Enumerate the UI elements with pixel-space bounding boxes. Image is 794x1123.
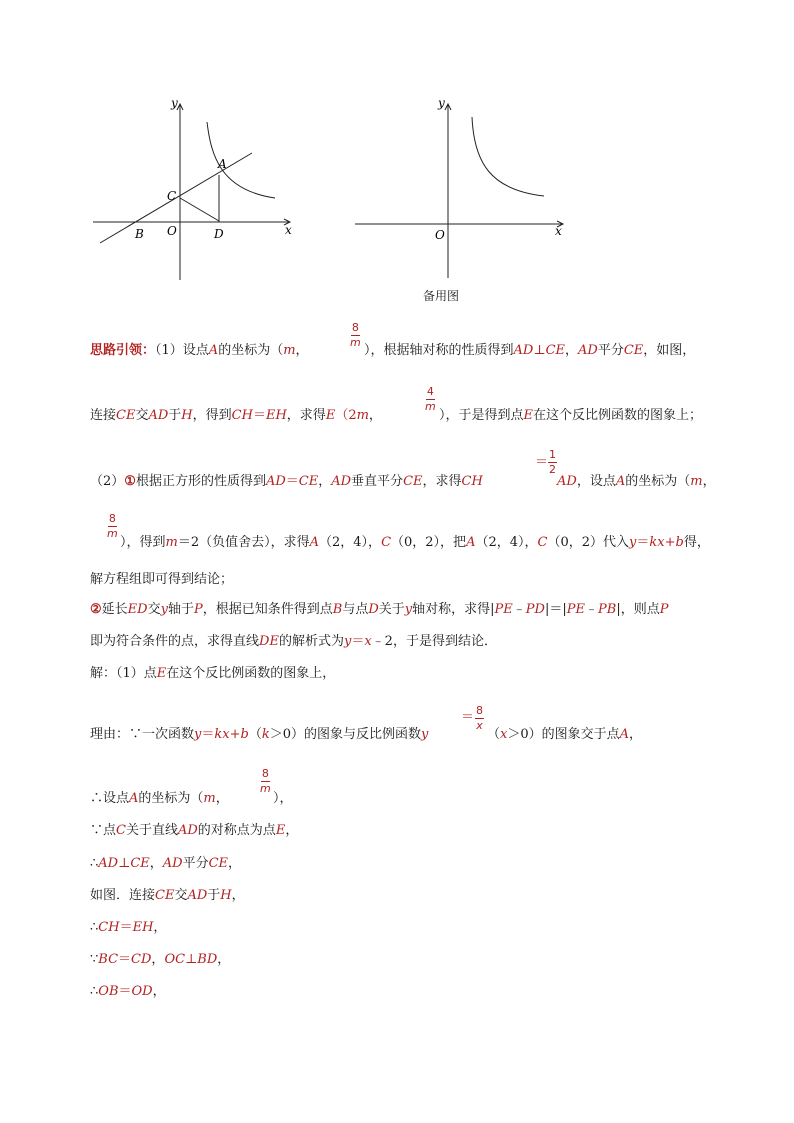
figure-2	[350, 92, 575, 284]
t: +	[664, 535, 676, 550]
t: AD	[513, 343, 534, 358]
fraction-8-over-x	[475, 705, 484, 732]
t: ∴设点	[90, 791, 130, 806]
line-12	[90, 856, 241, 872]
line-2	[90, 408, 382, 424]
line-13	[90, 888, 245, 904]
label-c: C	[167, 189, 177, 203]
t: 交	[147, 602, 161, 617]
t: b	[240, 727, 249, 742]
numerator: 8	[108, 512, 116, 525]
t: 连接	[90, 408, 117, 423]
t: ，	[285, 823, 299, 838]
line-15	[90, 952, 230, 968]
t: H	[220, 888, 232, 903]
t: ﹣	[584, 602, 598, 617]
t: b	[675, 535, 684, 550]
t: ，求得	[422, 474, 462, 489]
t: PB	[598, 602, 617, 617]
label-a: A	[218, 157, 227, 171]
t: （2，4），	[319, 535, 382, 550]
t: A	[466, 535, 476, 550]
denominator: m	[260, 782, 271, 795]
t: 在这个反比例函数的图象上；	[533, 408, 703, 423]
fraction-8-over-m-3	[260, 768, 271, 795]
fraction-8-over-m	[350, 322, 361, 349]
t: ，	[629, 727, 643, 742]
fraction-1-over-2	[548, 449, 557, 476]
t: 轴于	[167, 602, 194, 617]
t: ，	[149, 856, 163, 871]
t: ，	[217, 952, 231, 967]
t: P	[659, 602, 669, 617]
numerator: 8	[261, 767, 269, 780]
t: ，根据已知条件得到点	[202, 602, 333, 617]
line-7	[90, 634, 497, 650]
denominator: m	[107, 527, 118, 540]
t: A	[619, 727, 630, 742]
figure-caption: 备用图	[423, 289, 460, 303]
t: A	[309, 535, 320, 550]
t: A	[129, 791, 139, 806]
segment-cd	[180, 198, 219, 221]
numerator: 4	[426, 385, 434, 398]
t: ，得到	[192, 408, 232, 423]
t: E	[156, 666, 167, 681]
t: 的对称点为点	[197, 823, 276, 838]
t: A	[615, 474, 626, 489]
t: C	[381, 535, 392, 550]
t: ＝	[118, 984, 132, 999]
t: CE	[155, 888, 175, 903]
t: AD	[265, 474, 286, 489]
t: ⊥	[185, 952, 198, 967]
denominator: m	[350, 336, 361, 349]
t: E	[325, 408, 336, 423]
t: 关于	[378, 602, 405, 617]
label-y: y	[438, 96, 445, 110]
t: ⊥	[118, 856, 131, 871]
t: CH	[231, 408, 253, 423]
t: 交	[174, 888, 188, 903]
t: 即为符合条件的点，求得直线	[90, 634, 260, 649]
t: PE	[566, 602, 585, 617]
t: （	[487, 727, 501, 742]
t: CE	[298, 474, 319, 489]
t: （2，4），	[475, 535, 538, 550]
t: ∵点	[90, 823, 117, 838]
t: H	[181, 408, 193, 423]
line-14	[90, 920, 166, 936]
t: ），根据轴对称的性质得到	[364, 343, 514, 358]
numerator: 8	[351, 321, 359, 334]
t: ED	[127, 602, 148, 617]
equals-sign: ＝	[535, 455, 549, 470]
t: ，	[702, 474, 716, 489]
t: ＝	[119, 920, 133, 935]
t: ，求得	[286, 408, 326, 423]
t: 根据正方形的性质得到	[135, 474, 266, 489]
t: DE	[259, 634, 279, 649]
t: +	[229, 727, 241, 742]
t: 的坐标为（	[218, 343, 284, 358]
numerator: 1	[549, 448, 556, 461]
t: y	[343, 634, 352, 649]
t: （2	[335, 408, 357, 423]
line-2-cont	[439, 408, 702, 424]
t: 关于直线	[125, 823, 178, 838]
t: ＞0）的图象与反比例函数	[269, 727, 422, 742]
t: ，	[152, 984, 166, 999]
hyperbola	[472, 117, 544, 196]
t: 与点	[342, 602, 369, 617]
t: ∴	[90, 920, 99, 935]
t: ，	[295, 343, 309, 358]
t: BC	[98, 952, 119, 967]
t: ＝2（负值舍去），求得	[177, 535, 310, 550]
t: 在这个反比例函数的图象上，	[166, 666, 336, 681]
t: EH	[265, 408, 287, 423]
t: 轴对称，求得|	[412, 602, 495, 617]
t: CE	[116, 408, 136, 423]
t: m	[356, 408, 369, 423]
t: ，	[368, 408, 382, 423]
t: m	[165, 535, 178, 550]
t: 理由：∵一次函数	[90, 727, 195, 742]
t: BD	[197, 952, 218, 967]
t: ），于是得到点	[439, 408, 524, 423]
t: D	[368, 602, 379, 617]
t: AD	[557, 474, 577, 489]
t: k	[261, 727, 270, 742]
t: AD	[177, 823, 198, 838]
t: m	[283, 343, 296, 358]
t: AD	[187, 888, 208, 903]
t: CE	[130, 856, 150, 871]
t: PE	[494, 602, 513, 617]
line-6	[90, 602, 668, 618]
t: ∴	[90, 984, 99, 999]
t: CH	[461, 474, 483, 489]
t: 解：（1）点	[90, 666, 157, 681]
t: ﹣	[512, 602, 526, 617]
t: E	[275, 823, 286, 838]
t: OD	[131, 984, 153, 999]
label-b: B	[135, 227, 144, 241]
denominator: m	[425, 400, 436, 413]
t: （0，2）代入	[547, 535, 629, 550]
label-y: y	[171, 96, 178, 110]
t: AD	[148, 408, 169, 423]
line-4	[120, 535, 710, 551]
t: 垂直平分	[351, 474, 404, 489]
t: （2）	[90, 474, 125, 489]
t: kx	[214, 727, 230, 742]
line-1	[90, 343, 309, 359]
t: CD	[131, 952, 152, 967]
t: ，	[565, 343, 579, 358]
t: y	[421, 727, 429, 742]
t: ＞0）的图象交于点	[507, 727, 620, 742]
t: （0，2），把	[391, 535, 467, 550]
line-9	[90, 727, 428, 743]
circled-one: ①	[124, 474, 136, 489]
t: y	[629, 535, 637, 550]
t: 延长	[101, 602, 128, 617]
t: m	[690, 474, 703, 489]
t: 如图．连接	[90, 888, 156, 903]
t: ），得到	[120, 535, 166, 550]
t: B	[332, 602, 343, 617]
t: ，	[151, 952, 165, 967]
t: C	[537, 535, 548, 550]
label-x: x	[555, 224, 562, 238]
t: P	[193, 602, 203, 617]
t: ＝	[201, 727, 215, 742]
t: ，	[231, 888, 245, 903]
t: AD	[578, 343, 598, 358]
t: ，	[228, 856, 242, 871]
t: AD	[162, 856, 183, 871]
t: AD	[331, 474, 352, 489]
t: A	[208, 343, 219, 358]
t: PD	[525, 602, 545, 617]
t: C	[116, 823, 126, 838]
label-x: x	[285, 223, 292, 237]
t: CE	[208, 856, 229, 871]
fraction-8-over-m-2	[107, 513, 118, 540]
t: （1）设点	[155, 343, 209, 358]
t: y	[404, 602, 413, 617]
t: ＝	[118, 952, 132, 967]
line-11	[90, 823, 298, 839]
label-o: O	[167, 224, 177, 238]
fraction-4-over-m	[425, 386, 436, 413]
t: ，如图，	[643, 343, 696, 358]
t: EH	[132, 920, 154, 935]
t: 的坐标为（	[625, 474, 691, 489]
equals-sign: ＝	[461, 710, 475, 725]
t: ＝	[351, 634, 365, 649]
t: OC	[164, 952, 186, 967]
line-10-cont: ），	[273, 791, 293, 806]
line-5: 解方程组即可得到结论；	[90, 572, 234, 587]
t: |＝|	[544, 602, 567, 617]
t: ＝	[252, 408, 266, 423]
t: 交	[135, 408, 149, 423]
t: ﹣2，于是得到结论．	[371, 634, 497, 649]
t: ＝	[285, 474, 299, 489]
t: 得，	[683, 535, 710, 550]
line-3-cont	[557, 474, 716, 490]
figure-1	[85, 90, 310, 285]
t: y	[160, 602, 168, 617]
numerator: 8	[476, 704, 483, 717]
line-1-cont	[364, 343, 695, 359]
denominator: x	[476, 719, 483, 732]
t: 平分	[597, 343, 624, 358]
t: AD	[98, 856, 119, 871]
t: ∴	[90, 856, 99, 871]
t: x	[500, 727, 508, 742]
line-8	[90, 666, 335, 682]
t: ＝	[636, 535, 650, 550]
line-9-cont	[487, 727, 642, 743]
t: E	[523, 408, 534, 423]
t: ，	[215, 791, 229, 806]
t: CE	[623, 343, 644, 358]
t: y	[194, 727, 202, 742]
t: ，	[318, 474, 332, 489]
t: 平分	[182, 856, 209, 871]
t: ∵	[90, 952, 99, 967]
t: kx	[649, 535, 665, 550]
label-d: D	[214, 227, 224, 241]
line-16	[90, 984, 166, 1000]
t: 的坐标为（	[138, 791, 204, 806]
t: 于	[207, 888, 221, 903]
t: ，	[153, 920, 167, 935]
t: CE	[403, 474, 423, 489]
t: x	[364, 634, 372, 649]
t: m	[203, 791, 216, 806]
line-10	[90, 791, 229, 807]
t: （	[248, 727, 262, 742]
t: CH	[98, 920, 120, 935]
t: 于	[168, 408, 182, 423]
denominator: 2	[549, 463, 556, 476]
t: ，设点	[576, 474, 616, 489]
line-3	[90, 474, 483, 490]
circled-two: ②	[90, 602, 102, 617]
t: OB	[98, 984, 119, 999]
label-o: O	[435, 228, 445, 242]
t: ⊥	[533, 343, 546, 358]
hint-label: 思路引领：	[90, 343, 156, 358]
t: CE	[545, 343, 565, 358]
t: |，则点	[616, 602, 660, 617]
t: 的解析式为	[278, 634, 344, 649]
